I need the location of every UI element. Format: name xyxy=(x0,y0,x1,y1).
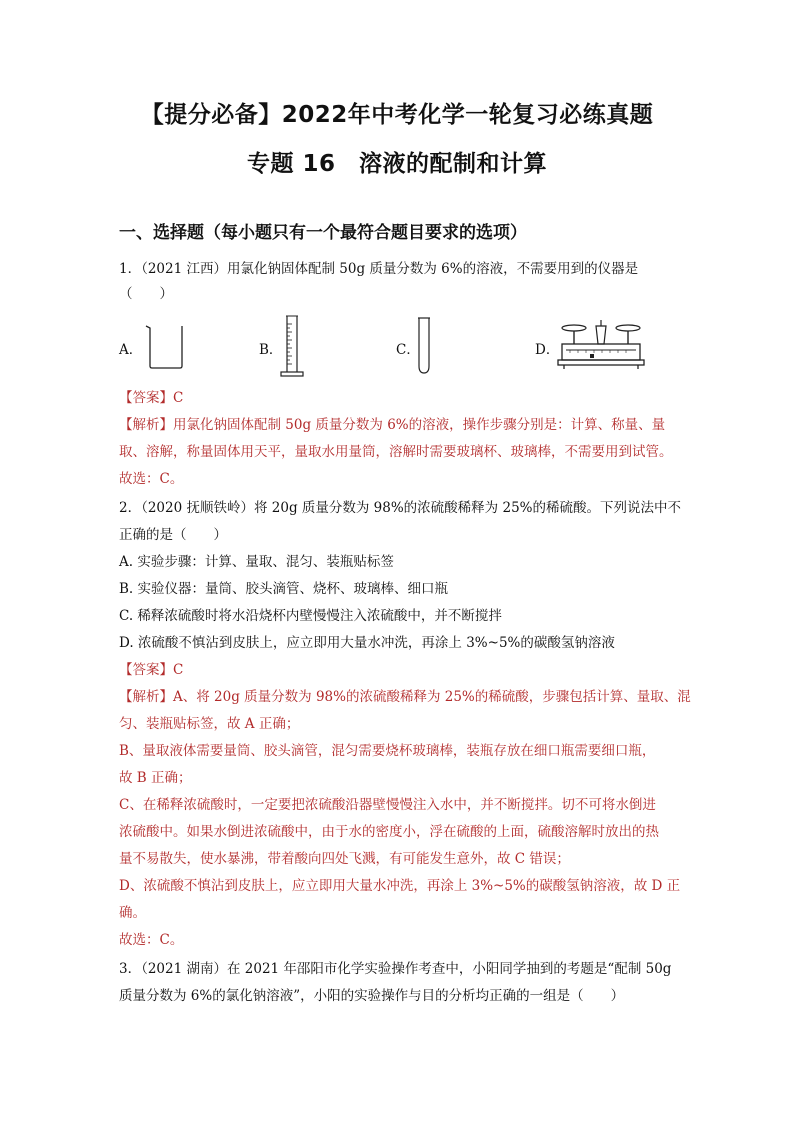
q2-analysis-line xyxy=(119,688,691,706)
graduated-cylinder-icon xyxy=(278,314,308,378)
section-heading: 一、选择题（每小题只有一个最符合题目要求的选项） xyxy=(119,223,527,243)
q1-analysis-line: 取、溶解，称量固体用天平，量取水用量筒，溶解时需要玻璃杯、玻璃棒，不需要用到试管。 xyxy=(119,444,673,460)
q2-analysis-line: D、浓硫酸不慎沾到皮肤上，应立即用大量水冲洗，再涂上 3%~5%的碳酸氢钠溶液，故 D 正 xyxy=(119,878,681,894)
q2-option-b: B. 实验仪器：量筒、胶头滴管、烧杯、玻璃棒、细口瓶 xyxy=(119,581,449,597)
q1-analysis-tag: 【解析】 xyxy=(119,417,173,433)
document-title: 【提分必备】2022年中考化学一轮复习必练真题 xyxy=(140,102,654,128)
q1-answer-tag: 【答案】 xyxy=(119,390,173,406)
q1-option-b-label: B． xyxy=(259,342,283,358)
q2-analysis-line: 确。 xyxy=(119,905,146,921)
q2-analysis-line: 浓硫酸中。如果水倒进浓硫酸中，由于水的密度小，浮在硫酸的上面，硫酸溶解时放出的热 xyxy=(119,824,659,840)
q1-analysis-text: 用氯化钠固体配制 50g 质量分数为 6%的溶液，操作步骤分别是：计算、称量、量 xyxy=(173,417,666,433)
q1-option-c-label: C． xyxy=(396,342,420,358)
q2-analysis-line: 故 B 正确； xyxy=(119,770,192,786)
q2-stem-line: 2．（2020 抚顺铁岭）将 20g 质量分数为 98%的浓硫酸稀释为 25%的稀硫酸。下列说法中不 xyxy=(119,500,681,516)
test-tube-icon xyxy=(413,316,435,376)
q1-option-d-label: D． xyxy=(535,342,560,358)
q1-blank: （ ） xyxy=(119,286,173,302)
document-subtitle: 专题 16 溶液的配制和计算 xyxy=(246,151,547,177)
q2-analysis-line: C、在稀释浓硫酸时，一定要把浓硫酸沿器壁慢慢注入水中，并不断搅拌。切不可将水倒进 xyxy=(119,797,656,813)
q2-answer xyxy=(119,661,183,679)
q2-option-a: A. 实验步骤：计算、量取、混匀、装瓶贴标签 xyxy=(119,554,394,570)
q2-analysis-text: A、将 20g 质量分数为 98%的浓硫酸稀释为 25%的稀硫酸，步骤包括计算、量取、混 xyxy=(173,689,691,705)
q3-stem-line: 质量分数为 6%的氯化钠溶液”，小阳的实验操作与目的分析均正确的一组是（ ） xyxy=(119,988,625,1004)
q1-analysis-line xyxy=(119,416,665,434)
q2-analysis-line: B、量取液体需要量筒、胶头滴管，混匀需要烧杯玻璃棒，装瓶存放在细口瓶需要细口瓶， xyxy=(119,743,656,759)
q2-analysis-line: 故选：C。 xyxy=(119,932,184,948)
q2-answer-tag: 【答案】 xyxy=(119,662,173,678)
q2-option-d: D. 浓硫酸不慎沾到皮肤上，应立即用大量水冲洗，再涂上 3%~5%的碳酸氢钠溶液 xyxy=(119,635,615,651)
beaker-icon xyxy=(144,322,186,370)
q1-answer-value: C xyxy=(173,390,184,406)
balance-scale-icon xyxy=(556,316,646,372)
q2-stem-line: 正确的是（ ） xyxy=(119,527,227,543)
q2-analysis-tag: 【解析】 xyxy=(119,689,173,705)
q2-analysis-line: 匀、装瓶贴标签，故 A 正确； xyxy=(119,716,300,732)
q2-analysis-line: 量不易散失，使水暴沸，带着酸向四处飞溅，有可能发生意外，故 C 错误； xyxy=(119,851,570,867)
q1-stem: 1．（2021 江西）用氯化钠固体配制 50g 质量分数为 6%的溶液，不需要用到的仪器是 xyxy=(119,261,639,277)
q2-option-c: C. 稀释浓硫酸时将水沿烧杯内壁慢慢注入浓硫酸中，并不断搅拌 xyxy=(119,608,502,624)
q1-analysis-line: 故选：C。 xyxy=(119,471,184,487)
q2-answer-value: C xyxy=(173,662,184,678)
q1-option-a-label: A． xyxy=(119,342,143,358)
q1-answer xyxy=(119,389,183,407)
q3-stem-line: 3．（2021 湖南）在 2021 年邵阳市化学实验操作考查中，小阳同学抽到的考题是“配制 50g xyxy=(119,961,672,977)
